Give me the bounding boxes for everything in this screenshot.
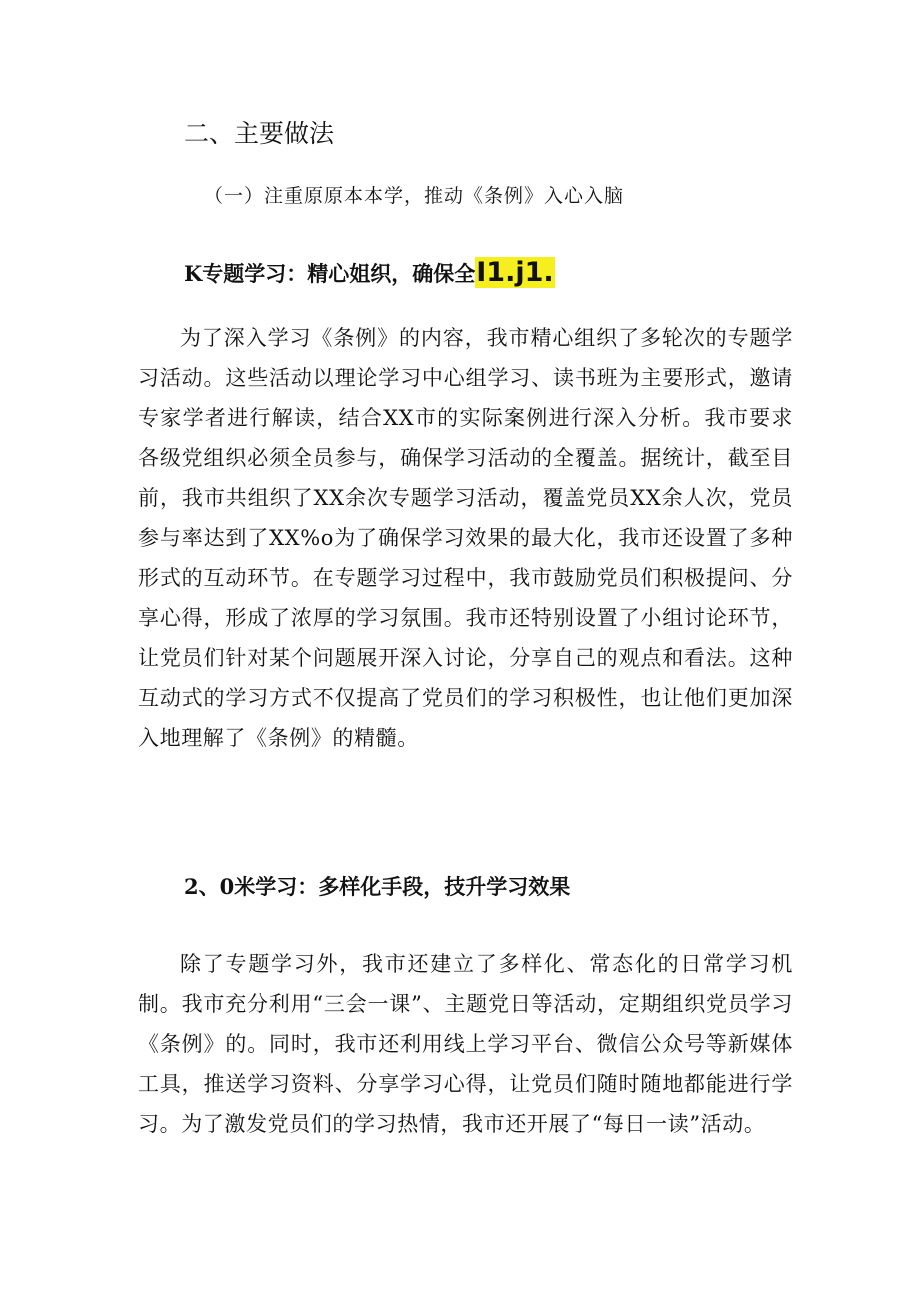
paragraph-special-study: 为了深入学习《条例》的内容，我市精心组织了多轮次的专题学习活动。这些活动以理论学习中心组学习、读书班为主要形式，邀请专家学者进行解读，结合XX市的实际案例进行深入分析。我市要求各级党组织必须全员参与，确保学习活动的全覆盖。据统计，截至目前，我市共组织了XX余次专题学习活动，覆盖党员XX余人次，党员参与率达到了XX%o为了确保学习效果的最大化，我市还设置了多种形式的互动环节。在专题学习过程中，我市鼓励党员们积极提问、分享心得，形成了浓厚的学习氛围。我市还特别设置了小组讨论环节，让党员们针对某个问题展开深入讨论，分享自己的观点和看法。这种互动式的学习方式不仅提高了党员们的学习积极性，也让他们更加深入地理解了《条例》的精髓。 [138, 326, 793, 750]
heading-daily-study: 2、0米学习：多样化手段，技升学习效果 [184, 874, 571, 899]
heading-special-study-text: K专题学习：精心姐织，确保全 [184, 261, 476, 286]
subsection-title: （一）注重原原本本学，推动《条例》入心入脑 [204, 185, 625, 207]
paragraph-daily-study: 除了专题学习外，我市还建立了多样化、常态化的日常学习机制。我市充分利用“三会一课”、主题党日等活动，定期组织党员学习《条例》的。同时，我市还利用线上学习平台、微信公众号等新媒体工具，推送学习资料、分享学习心得，让党员们随时随地都能进行学习。为了激发党员们的学习热情，我市还开展了“每日一读”活动。 [138, 952, 793, 1136]
section-title: 二、主要做法 [184, 119, 335, 148]
heading-special-study [184, 256, 555, 291]
highlighted-text: I1.j1. [476, 257, 554, 288]
